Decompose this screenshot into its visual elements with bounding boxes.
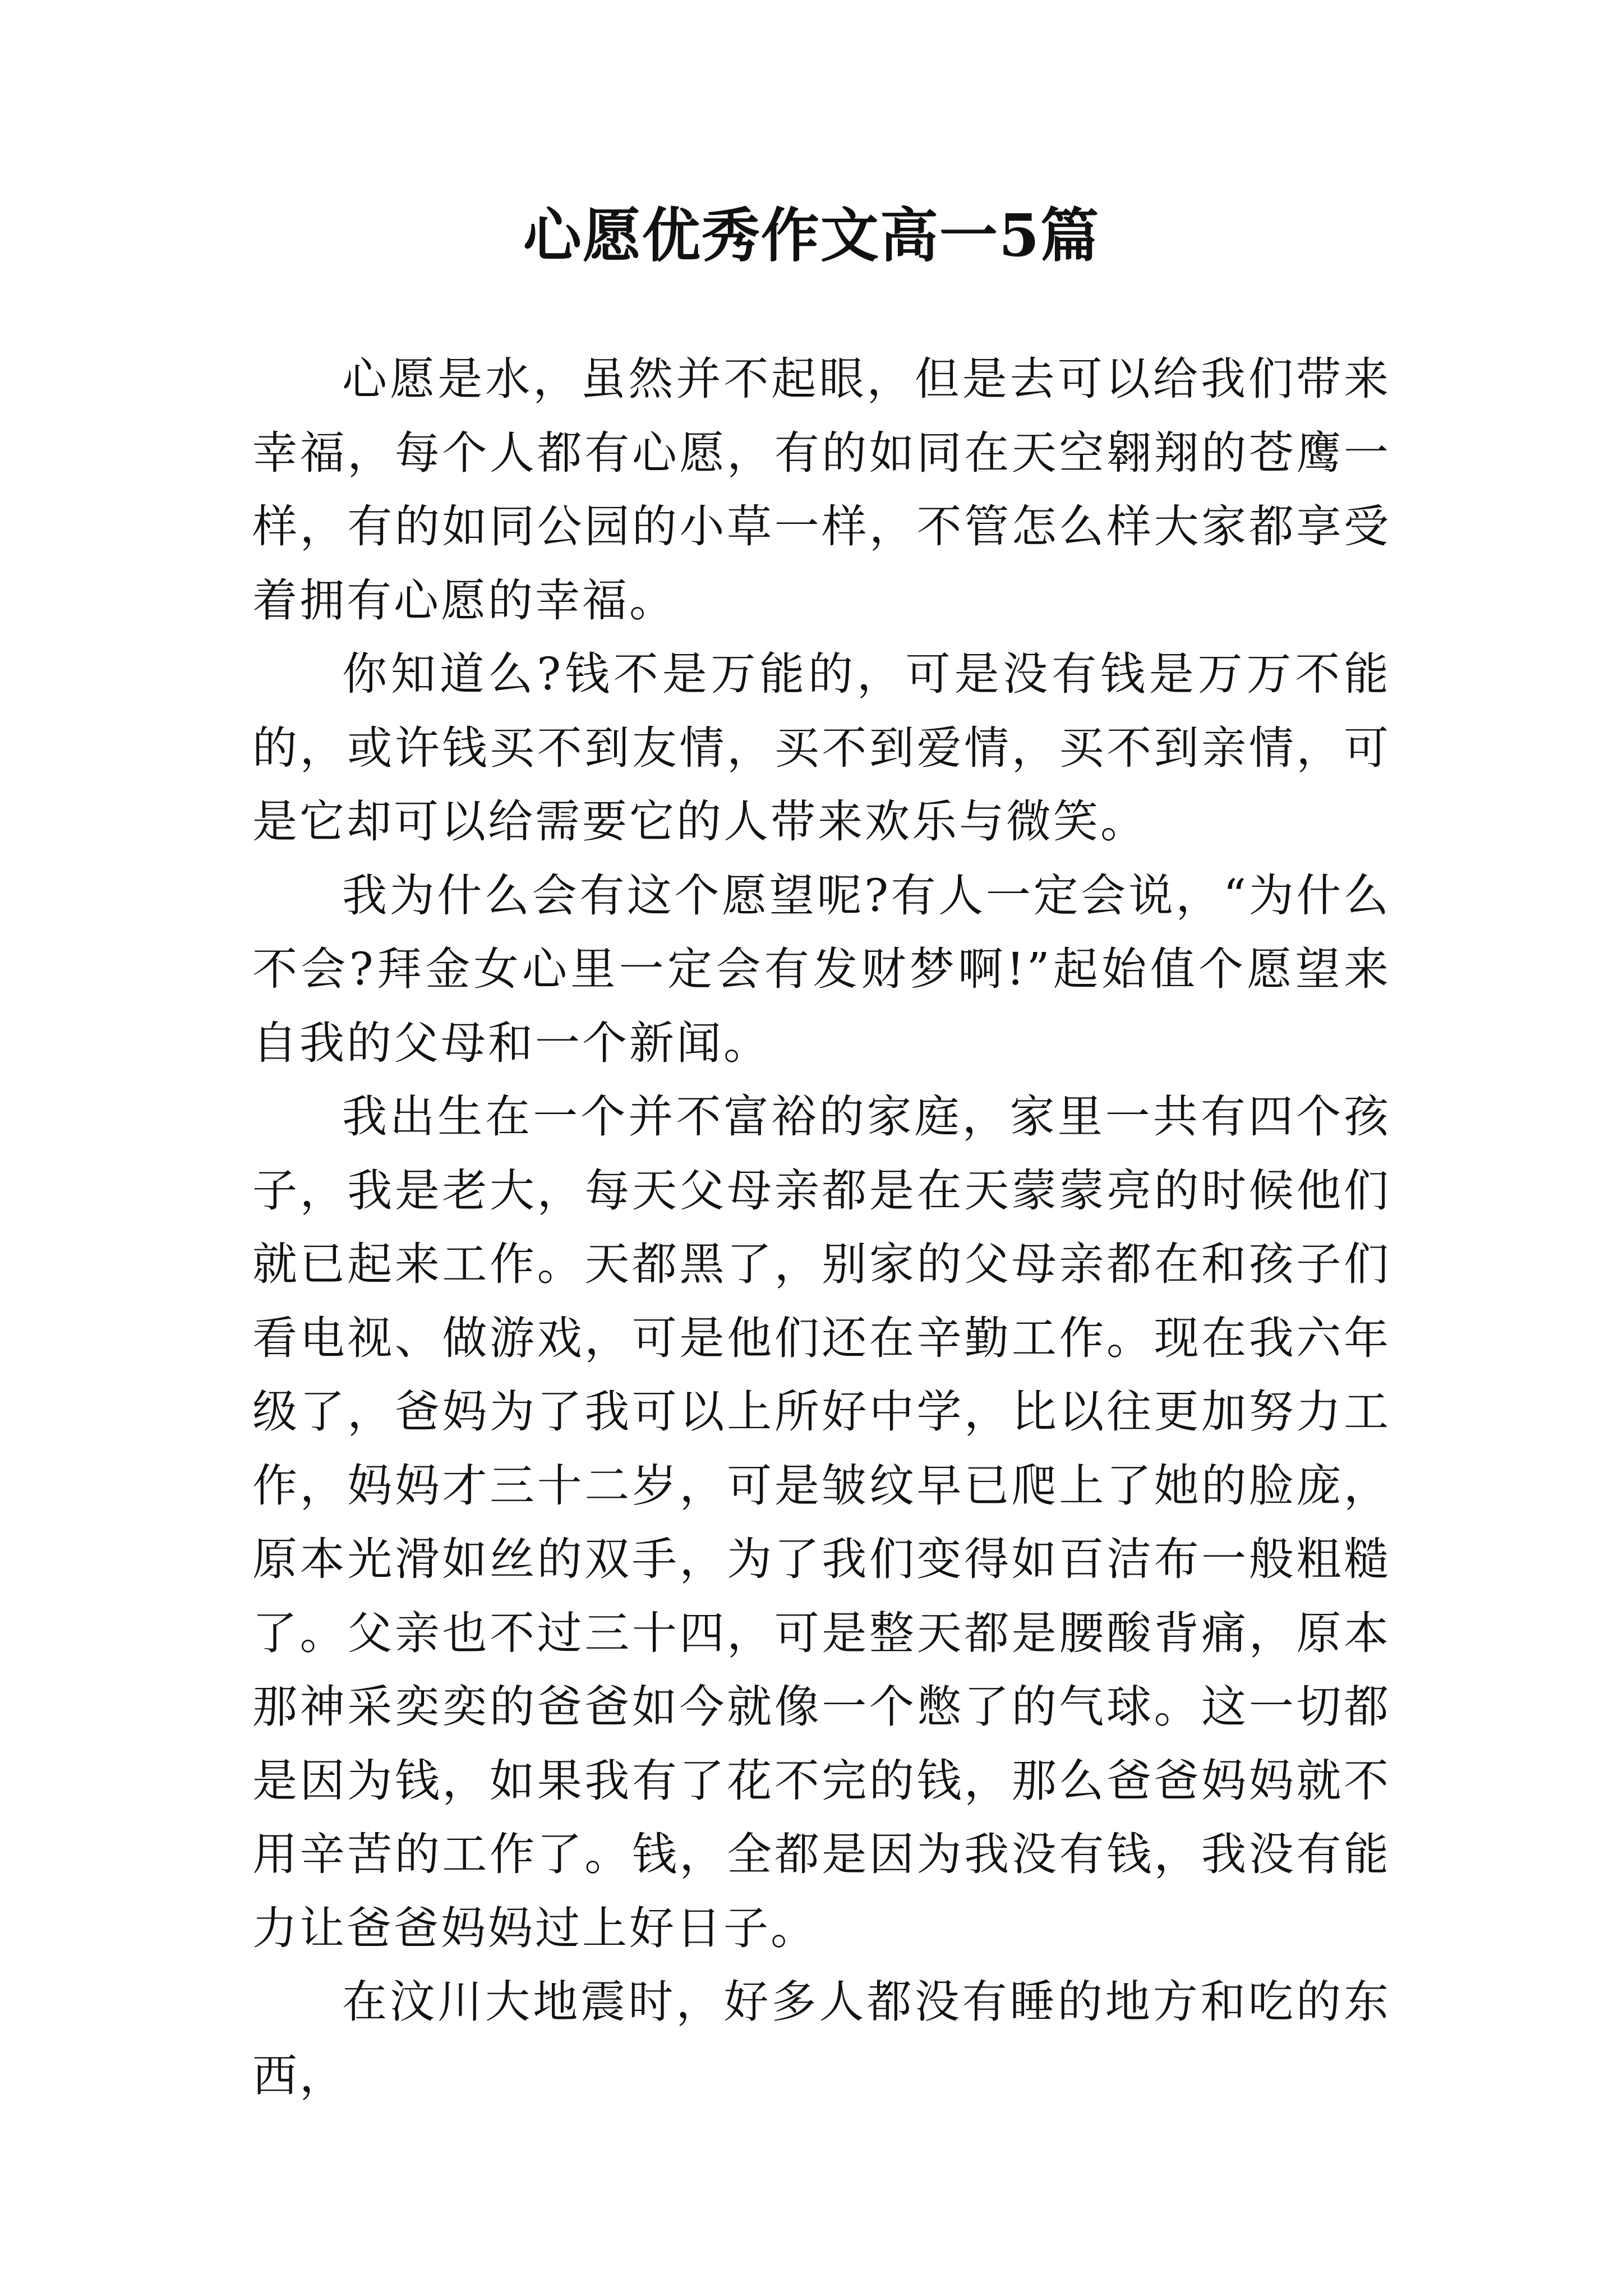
paragraph-4: 我出生在一个并不富裕的家庭，家里一共有四个孩子，我是老大，每天父母亲都是在天蒙蒙亮的时候他们就已起来工作。天都黑了，别家的父母亲都在和孩子们看电视、做游戏，可是他们还在辛勤工作。现在我六年级了，爸妈为了我可以上所好中学，比以往更加努力工作，妈妈才三十二岁，可是皱纹早已爬上了她的脸庞，原本光滑如丝的双手，为了我们变得如百洁布一般粗糙了。父亲也不过三十四，可是整天都是腰酸背痛，原本那神采奕奕的爸爸如今就像一个憋了的气球。这一切都是因为钱，如果我有了花不完的钱，那么爸爸妈妈就不用辛苦的工作了。钱，全都是因为我没有钱，我没有能力让爸爸妈妈过上好日子。 — [252, 1091, 1391, 1954]
document-body — [252, 342, 1391, 2113]
paragraph-3: 我为什么会有这个愿望呢?有人一定会说，“为什么不会?拜金女心里一定会有发财梦啊!”起始值个愿望来自我的父母和一个新闻。 — [252, 869, 1391, 1069]
paragraph-2: 你知道么?钱不是万能的，可是没有钱是万万不能的，或许钱买不到友情，买不到爱情，买不到亲情，可是它却可以给需要它的人带来欢乐与微笑。 — [252, 648, 1391, 848]
paragraph-5: 在汶川大地震时，好多人都没有睡的地方和吃的东西， — [252, 1976, 1391, 2102]
paragraph-1: 心愿是水，虽然并不起眼，但是去可以给我们带来幸福，每个人都有心愿，有的如同在天空翱翔的苍鹰一样，有的如同公园的小草一样，不管怎么样大家都享受着拥有心愿的幸福。 — [252, 353, 1391, 627]
document-title: 心愿优秀作文高一5篇 — [523, 201, 1100, 270]
